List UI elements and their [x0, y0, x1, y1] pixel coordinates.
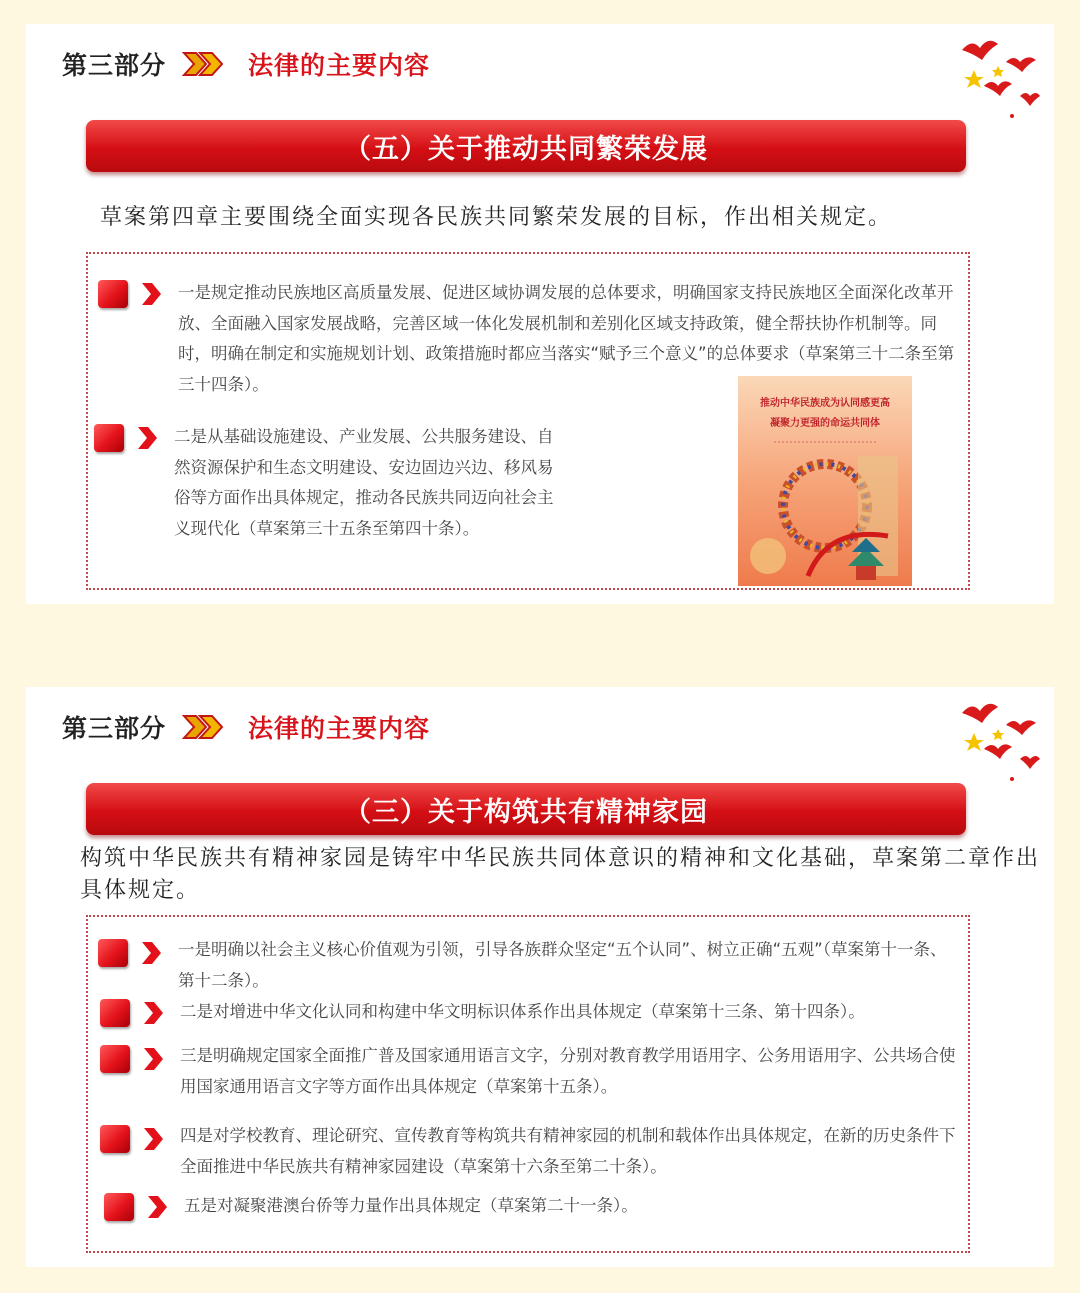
- section-banner: （五）关于推动共同繁荣发展: [86, 120, 966, 172]
- part-label: 第三部分: [62, 714, 167, 743]
- poster-image: [738, 376, 912, 586]
- red-square-icon: [98, 939, 128, 967]
- poster-title-2: 凝聚力更强的命运共同体: [770, 418, 880, 429]
- slide-spiritual-home: [26, 687, 1054, 1267]
- red-square-icon: [104, 1193, 134, 1221]
- doves-stars-icon: [954, 30, 1044, 130]
- item-text: 一是规定推动民族地区高质量发展、促进区域协调发展的总体要求，明确国家支持民族地区全面深化改革开放、全面融入国家发展战略，完善区域一体化发展机制和差别化区域支持政策，健全帮扶协作机制等。同时，明确在制定和实施规划计划、政策措施时都应当落实“赋予三个意义”的总体要求（草案第三十二条至第三十四条）。: [178, 283, 955, 394]
- red-arrow-icon: [142, 1001, 164, 1025]
- double-chevron-icon: [182, 714, 226, 740]
- red-arrow-icon: [136, 426, 158, 450]
- red-square-icon: [94, 424, 124, 452]
- red-square-icon: [100, 1125, 130, 1153]
- slide-promote-prosperity: [26, 24, 1054, 604]
- section-banner: （三）关于构筑共有精神家园: [86, 783, 966, 835]
- double-chevron-icon: [182, 51, 226, 77]
- item-text: 二是对增进中华文化认同和构建中华文明标识体系作出具体规定（草案第十三条、第十四条）。: [180, 1002, 865, 1021]
- list-item: [100, 1045, 960, 1102]
- content-box: [86, 915, 970, 1253]
- part-title: 法律的主要内容: [248, 51, 431, 80]
- intro-text: 草案第四章主要围绕全面实现各民族共同繁荣发展的目标，作出相关规定。: [100, 205, 893, 230]
- red-arrow-icon: [140, 282, 162, 306]
- item-text: 三是明确规定国家全面推广普及国家通用语言文字，分别对教育教学用语用字、公务用语用字、公共场合使用国家通用语言文字等方面作出具体规定（草案第十五条）。: [180, 1046, 956, 1096]
- poster-title-1: 推动中华民族成为认同感更高: [760, 398, 890, 409]
- item-text: 五是对凝聚港澳台侨等力量作出具体规定（草案第二十一条）。: [184, 1196, 638, 1215]
- list-item: [94, 424, 564, 544]
- list-item: [100, 1125, 960, 1182]
- red-square-icon: [100, 1045, 130, 1073]
- item-text: 一是明确以社会主义核心价值观为引领，引导各族群众坚定“五个认同”、树立正确“五观”（草案第十一条、第十二条）。: [178, 940, 947, 990]
- red-square-icon: [98, 280, 128, 308]
- part-header: [62, 44, 430, 84]
- list-item: [100, 999, 960, 1028]
- part-title: 法律的主要内容: [248, 714, 431, 743]
- red-arrow-icon: [142, 1127, 164, 1151]
- red-arrow-icon: [146, 1195, 168, 1219]
- item-text: 四是对学校教育、理论研究、宣传教育等构筑共有精神家园的机制和载体作出具体规定，在新的历史条件下全面推进中华民族共有精神家园建设（草案第十六条至第二十条）。: [180, 1126, 956, 1176]
- doves-stars-icon: [954, 693, 1044, 793]
- part-label: 第三部分: [62, 51, 167, 80]
- list-item: [98, 939, 958, 996]
- part-header: [62, 707, 430, 747]
- red-square-icon: [100, 999, 130, 1027]
- red-arrow-icon: [142, 1047, 164, 1071]
- list-item: [104, 1193, 964, 1222]
- red-arrow-icon: [140, 941, 162, 965]
- item-text: 二是从基础设施建设、产业发展、公共服务建设、自然资源保护和生态文明建设、安边固边兴边、移风易俗等方面作出具体规定，推动各民族共同迈向社会主义现代化（草案第三十五条至第四十条）。: [174, 427, 554, 538]
- intro-text: 构筑中华民族共有精神家园是铸牢中华民族共同体意识的精神和文化基础，草案第二章作出具体规定。: [80, 846, 1041, 903]
